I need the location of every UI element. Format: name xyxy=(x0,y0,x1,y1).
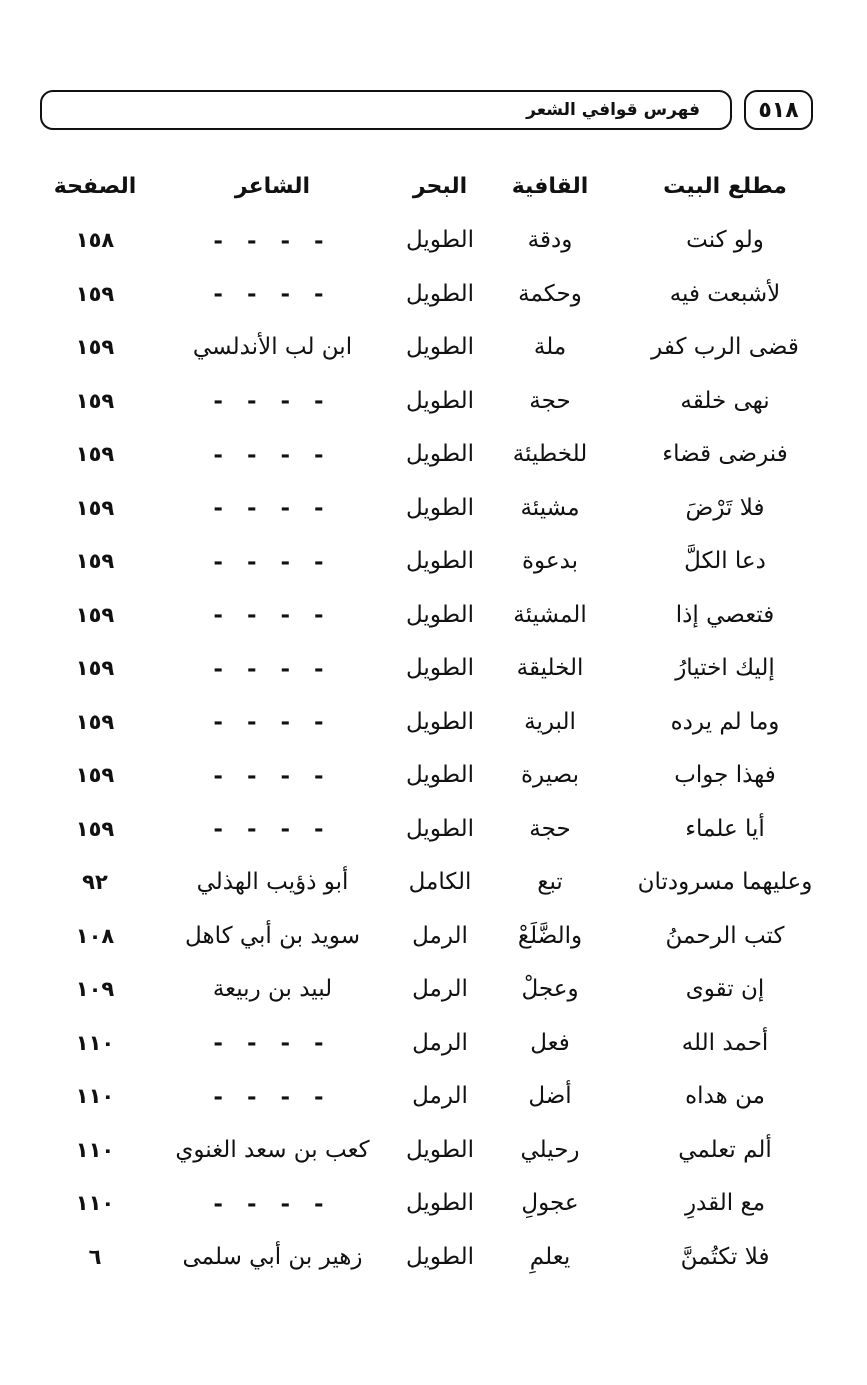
table-row xyxy=(40,749,830,803)
table-row xyxy=(40,267,830,321)
cell-poet: لبيد بن ربيعة xyxy=(212,976,333,1003)
cell-rhyme: تبع xyxy=(537,869,563,896)
table-row xyxy=(40,1070,830,1124)
cell-page: ١٥٩ xyxy=(75,495,115,520)
cell-page: ١٥٩ xyxy=(75,763,115,788)
cell-poet: كعب بن سعد الغنوي xyxy=(175,1136,370,1163)
table-row xyxy=(40,1230,830,1284)
cell-rhyme: للخطيئة xyxy=(512,441,588,468)
cell-meter: الرمل xyxy=(412,976,468,1003)
cell-poet: - - - - xyxy=(213,547,332,575)
cell-rhyme: أضل xyxy=(528,1083,572,1110)
table-row xyxy=(40,856,830,910)
cell-meter: الطويل xyxy=(406,494,474,521)
table-row xyxy=(40,428,830,482)
table-row xyxy=(40,1123,830,1177)
cell-page: ١٥٩ xyxy=(75,656,115,681)
cell-rhyme: بصيرة xyxy=(520,762,580,789)
running-title-box xyxy=(40,90,732,130)
table-row xyxy=(40,588,830,642)
cell-page: ٦ xyxy=(88,1244,102,1269)
page-number: ٥١٨ xyxy=(758,97,799,123)
cell-opening: لأشبعت فيه xyxy=(669,280,781,307)
cell-rhyme: بدعوة xyxy=(521,548,579,575)
cell-meter: الطويل xyxy=(406,655,474,682)
cell-opening: من هداه xyxy=(685,1083,765,1110)
table-row xyxy=(40,802,830,856)
cell-page: ١٥٩ xyxy=(75,709,115,734)
cell-poet: - - - - xyxy=(213,226,332,254)
table-header-row xyxy=(40,160,830,214)
cell-opening: أحمد الله xyxy=(681,1029,769,1056)
cell-opening: وما لم يرده xyxy=(670,708,780,735)
cell-opening: دعا الكلَّ xyxy=(684,548,766,575)
cell-meter: الكامل xyxy=(408,869,472,896)
cell-meter: الطويل xyxy=(406,1243,474,1270)
table-row xyxy=(40,1177,830,1231)
table-row xyxy=(40,535,830,589)
table-row xyxy=(40,481,830,535)
cell-rhyme: البرية xyxy=(524,708,576,735)
cell-page: ١٥٩ xyxy=(75,442,115,467)
cell-rhyme: ودقة xyxy=(527,227,573,254)
cell-opening: مع القدرِ xyxy=(684,1190,766,1217)
cell-opening: إن تقوى xyxy=(685,976,765,1003)
table-row xyxy=(40,214,830,268)
cell-poet: ابن لب الأندلسي xyxy=(192,334,353,361)
cell-meter: الرمل xyxy=(412,1083,468,1110)
cell-page: ١٥٩ xyxy=(75,602,115,627)
cell-rhyme: الخليقة xyxy=(516,655,584,682)
cell-poet: - - - - xyxy=(213,708,332,736)
cell-opening: قضى الرب كفر xyxy=(651,334,799,361)
table-row xyxy=(40,1016,830,1070)
cell-poet: - - - - xyxy=(213,387,332,415)
cell-page: ١٥٩ xyxy=(75,281,115,306)
cell-rhyme: حجة xyxy=(529,387,571,414)
cell-opening: نهى خلقه xyxy=(680,387,770,414)
column-header-rhyme: القافية xyxy=(511,174,589,200)
page-number-box xyxy=(744,90,813,130)
table-body xyxy=(40,214,830,1284)
cell-opening: أيا علماء xyxy=(685,815,765,842)
cell-poet: - - - - xyxy=(213,1082,332,1110)
cell-meter: الطويل xyxy=(406,1190,474,1217)
table-row xyxy=(40,642,830,696)
cell-page: ١١٠ xyxy=(75,1191,115,1216)
rhymes-index-table xyxy=(40,160,830,1284)
cell-rhyme: وعجلْ xyxy=(521,976,579,1003)
cell-meter: الطويل xyxy=(406,815,474,842)
cell-rhyme: رحيلي xyxy=(520,1136,580,1163)
cell-opening: فلا تَرْضَ xyxy=(685,494,765,521)
cell-page: ١١٠ xyxy=(75,1137,115,1162)
cell-poet: - - - - xyxy=(213,440,332,468)
cell-poet: - - - - xyxy=(213,815,332,843)
cell-page: ١١٠ xyxy=(75,1084,115,1109)
cell-page: ٩٢ xyxy=(82,870,108,895)
table-row xyxy=(40,695,830,749)
cell-meter: الطويل xyxy=(406,334,474,361)
cell-opening: ولو كنت xyxy=(686,227,764,254)
cell-poet: - - - - xyxy=(213,494,332,522)
cell-rhyme: وحكمة xyxy=(518,280,582,307)
cell-poet: أبو ذؤيب الهذلي xyxy=(196,869,349,896)
cell-opening: فنرضى قضاء xyxy=(662,441,788,468)
cell-page: ١٠٩ xyxy=(75,977,115,1002)
running-title: فهرس قوافي الشعر xyxy=(526,100,700,120)
cell-page: ١١٠ xyxy=(75,1030,115,1055)
cell-opening: وعليهما مسرودتان xyxy=(637,869,813,896)
cell-page: ١٥٩ xyxy=(75,816,115,841)
cell-rhyme: مشيئة xyxy=(520,494,580,521)
cell-rhyme: فعل xyxy=(530,1029,570,1056)
cell-rhyme: والضَّلَعْ xyxy=(517,922,583,949)
cell-meter: الرمل xyxy=(412,922,468,949)
table-row xyxy=(40,909,830,963)
cell-poet: سويد بن أبي كاهل xyxy=(185,922,360,949)
cell-poet: - - - - xyxy=(213,280,332,308)
cell-page: ١٠٨ xyxy=(75,923,115,948)
page-header xyxy=(40,90,813,134)
cell-opening: فلا تكتُمنَّ xyxy=(680,1243,770,1270)
cell-meter: الطويل xyxy=(406,548,474,575)
column-header-opening: مطلع البيت xyxy=(663,174,787,200)
cell-page: ١٥٨ xyxy=(75,228,115,253)
cell-meter: الطويل xyxy=(406,762,474,789)
cell-meter: الطويل xyxy=(406,601,474,628)
cell-opening: إليك اختيارُ xyxy=(675,655,775,682)
cell-opening: كتب الرحمنُ xyxy=(665,922,785,949)
cell-opening: فتعصي إذا xyxy=(675,601,775,628)
cell-meter: الطويل xyxy=(406,227,474,254)
column-header-meter: البحر xyxy=(412,174,468,200)
cell-poet: زهير بن أبي سلمى xyxy=(182,1243,363,1270)
cell-page: ١٥٩ xyxy=(75,549,115,574)
cell-meter: الطويل xyxy=(406,1136,474,1163)
cell-poet: - - - - xyxy=(213,1189,332,1217)
cell-poet: - - - - xyxy=(213,1029,332,1057)
cell-page: ١٥٩ xyxy=(75,388,115,413)
cell-meter: الطويل xyxy=(406,441,474,468)
cell-poet: - - - - xyxy=(213,654,332,682)
cell-rhyme: عجولِ xyxy=(521,1190,579,1217)
table-row xyxy=(40,374,830,428)
cell-rhyme: ملة xyxy=(533,334,567,361)
cell-meter: الطويل xyxy=(406,387,474,414)
cell-meter: الرمل xyxy=(412,1029,468,1056)
cell-poet: - - - - xyxy=(213,761,332,789)
cell-opening: فهذا جواب xyxy=(674,762,776,789)
cell-meter: الطويل xyxy=(406,280,474,307)
cell-meter: الطويل xyxy=(406,708,474,735)
cell-rhyme: المشيئة xyxy=(513,601,587,628)
cell-poet: - - - - xyxy=(213,601,332,629)
table-row xyxy=(40,963,830,1017)
column-header-poet: الشاعر xyxy=(234,174,311,200)
cell-opening: ألم تعلمي xyxy=(678,1136,772,1163)
cell-rhyme: يعلمِ xyxy=(529,1243,571,1270)
cell-rhyme: حجة xyxy=(529,815,571,842)
column-header-page: الصفحة xyxy=(53,174,137,200)
table-row xyxy=(40,321,830,375)
cell-page: ١٥٩ xyxy=(75,335,115,360)
